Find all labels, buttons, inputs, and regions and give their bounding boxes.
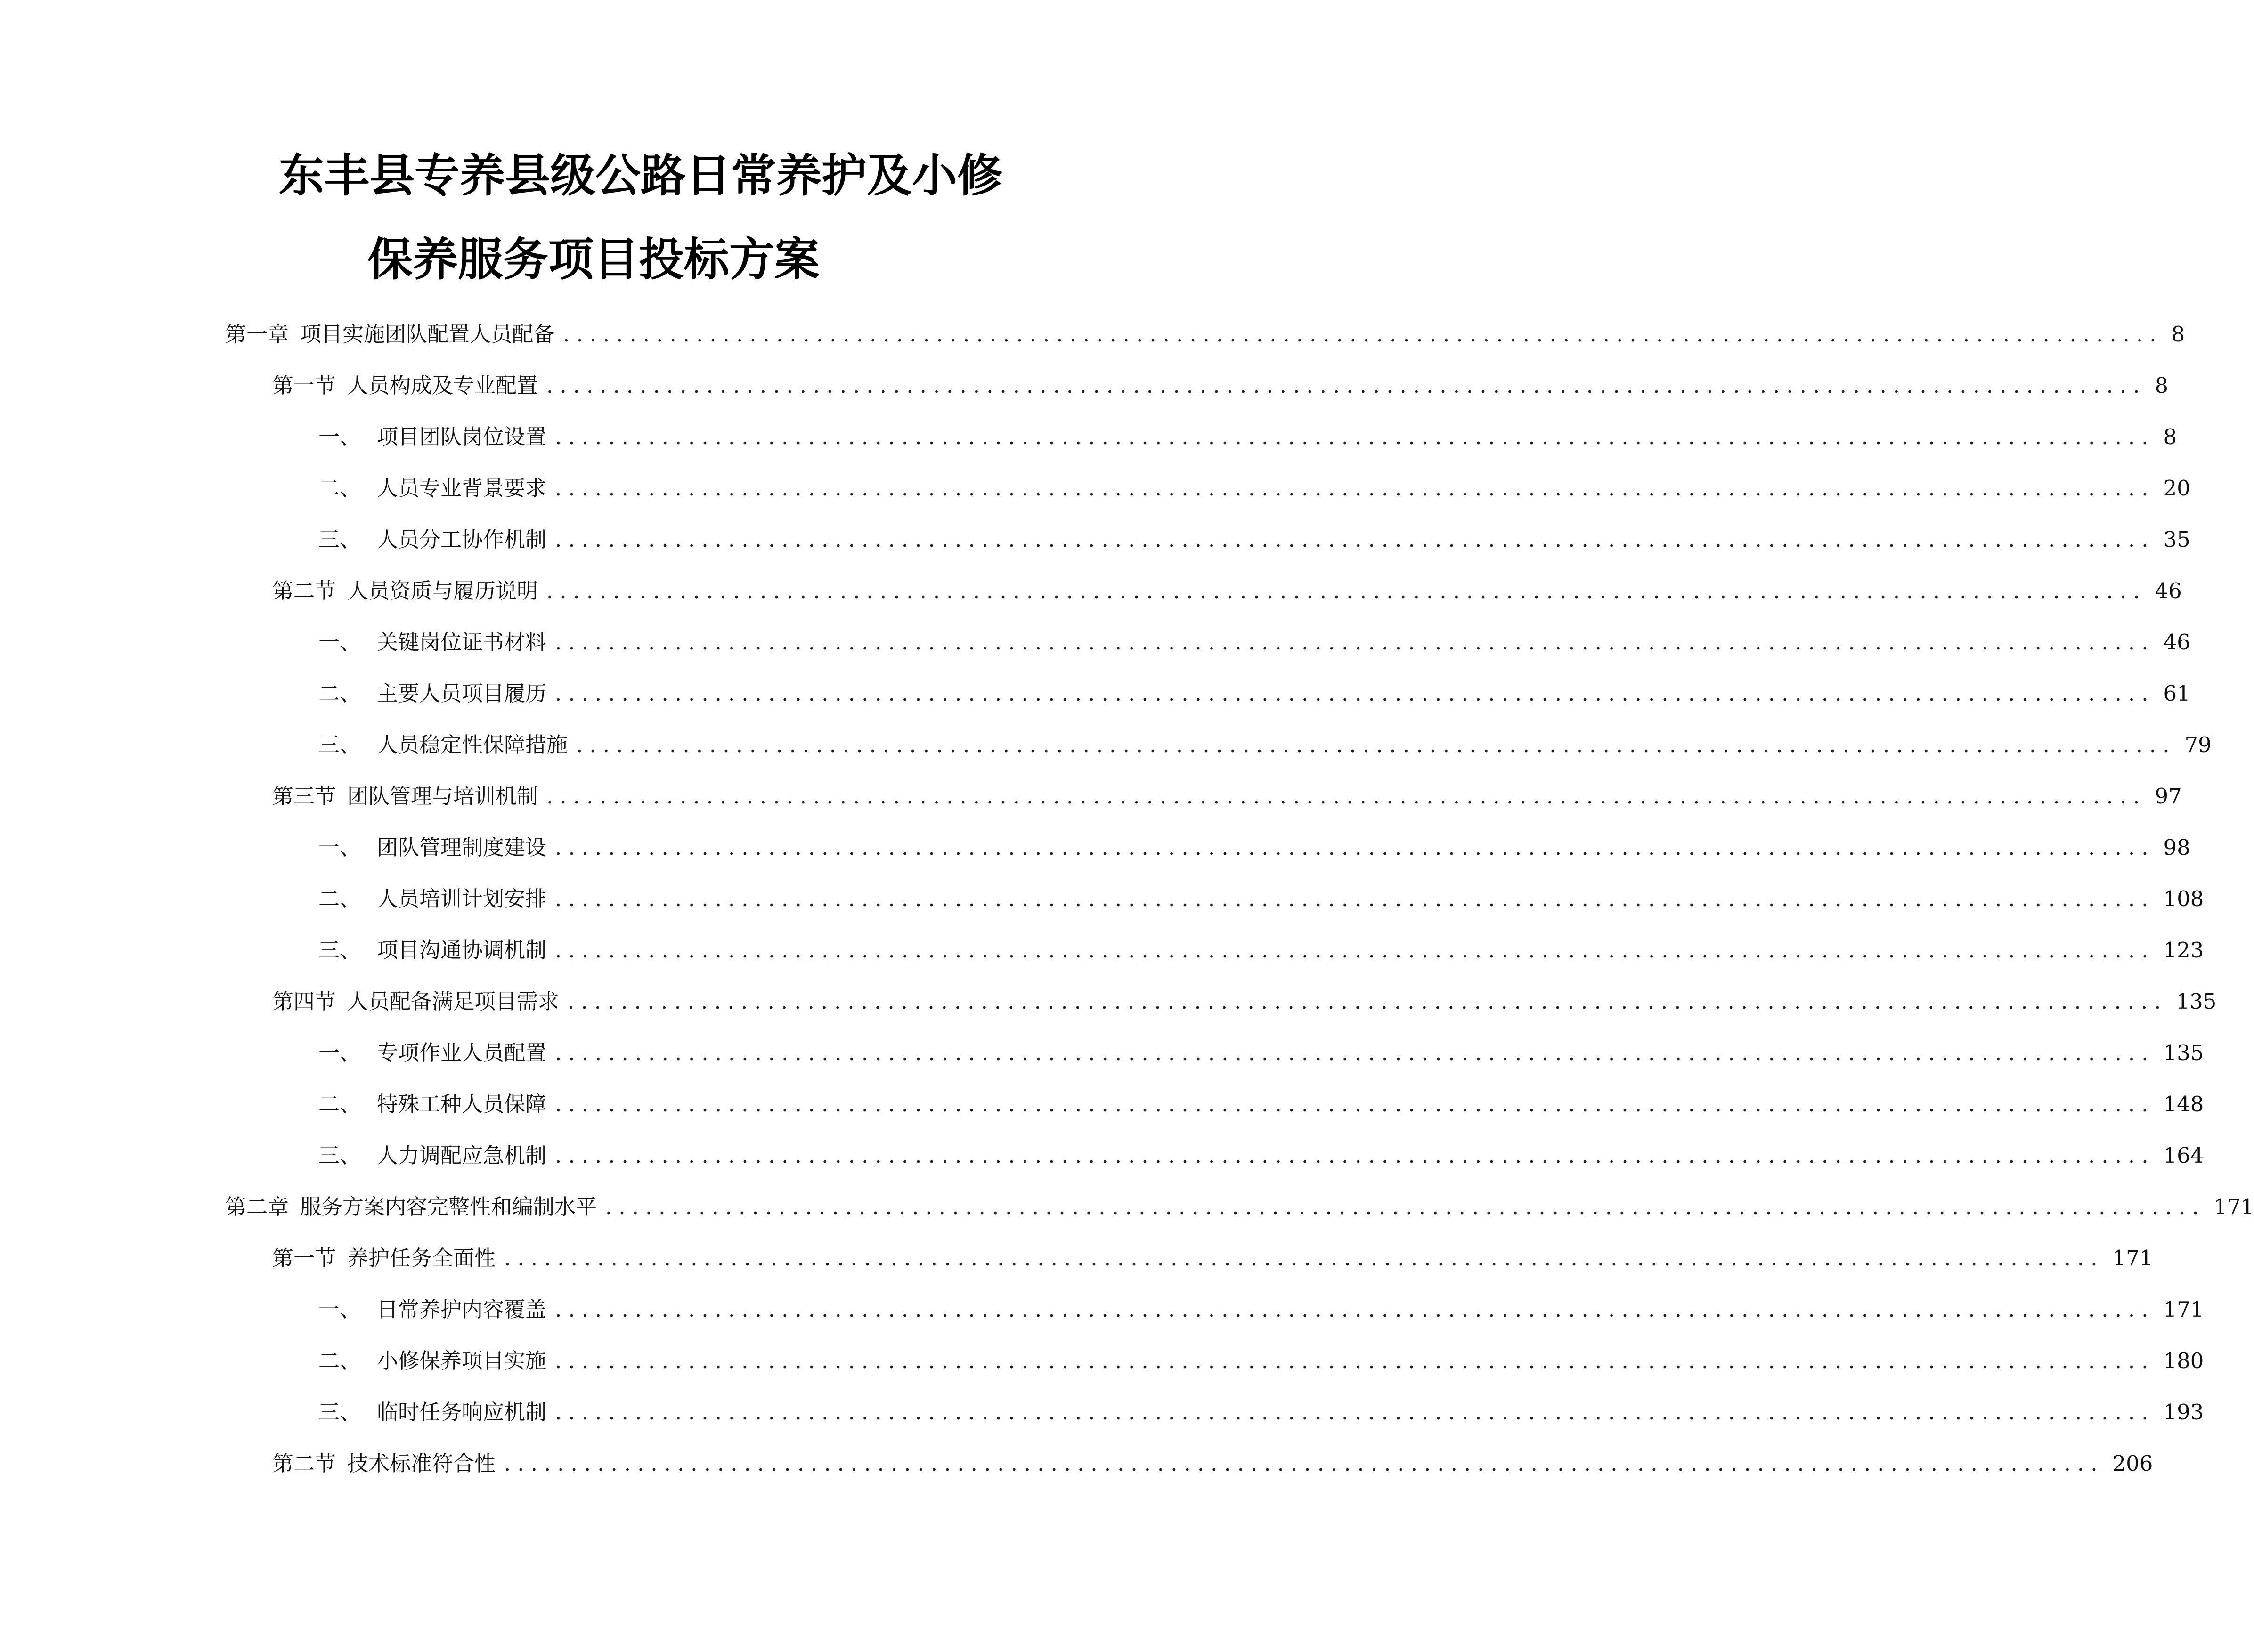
toc-entry-page: 108 [2163,886,2204,911]
toc-entry-text: 专项作业人员配置 [377,1040,547,1065]
toc-leader-dots: ........................................................................................................................ [568,989,2168,1014]
toc-entry-text: 人员专业背景要求 [377,476,547,501]
toc-entry-page: 123 [2163,938,2204,963]
toc-entry-page: 46 [2155,578,2182,603]
toc-entry-page: 171 [2163,1297,2204,1322]
toc-entry-prefix: 三、 [318,1143,361,1168]
toc-leader-dots: ........................................................................................................................ [555,886,2155,911]
toc-entry-prefix: 第一节 [272,373,336,398]
toc-entry[interactable] [318,885,2204,913]
toc-entry-prefix: 一、 [318,630,361,655]
toc-entry-text: 临时任务响应机制 [377,1400,547,1425]
toc-entry-prefix: 二、 [318,476,361,501]
toc-entry[interactable] [272,782,2182,810]
toc-entry-prefix: 三、 [318,938,361,963]
toc-leader-dots: ........................................................................................................................ [555,1040,2155,1065]
toc-leader-dots: ........................................................................................................................ [605,1194,2205,1219]
toc-entry-text: 人员培训计划安排 [377,886,547,911]
toc-leader-dots: ........................................................................................................................ [546,784,2147,809]
toc-entry-text: 人员构成及专业配置 [347,373,538,398]
toc-entry[interactable] [318,1090,2204,1118]
toc-entry-page: 180 [2163,1348,2204,1373]
toc-entry-page: 171 [2213,1194,2254,1219]
toc-entry-text: 人力调配应急机制 [377,1143,547,1168]
toc-leader-dots: ........................................................................................................................ [555,424,2155,449]
toc-entry-text: 服务方案内容完整性和编制水平 [300,1194,597,1219]
toc-entry-text: 团队管理制度建设 [377,835,547,860]
toc-entry-page: 20 [2163,476,2190,501]
toc-leader-dots: ........................................................................................................................ [576,732,2176,757]
toc-entry-page: 61 [2163,681,2190,706]
toc-leader-dots: ........................................................................................................................ [555,938,2155,963]
toc-entry-page: 193 [2163,1400,2204,1425]
toc-entry-prefix: 一、 [318,424,361,449]
toc-entry[interactable] [318,628,2190,656]
toc-entry-text: 主要人员项目履历 [377,681,547,706]
toc-entry-text: 人员配备满足项目需求 [347,989,560,1014]
toc-entry-page: 8 [2171,322,2185,347]
toc-entry-page: 148 [2163,1092,2204,1117]
toc-entry-prefix: 第一节 [272,1246,336,1271]
toc-leader-dots: ........................................................................................................................ [555,476,2155,501]
toc-entry-text: 人员资质与履历说明 [347,578,538,603]
toc-leader-dots: ........................................................................................................................ [555,835,2155,860]
toc-leader-dots: ........................................................................................................................ [555,1297,2155,1322]
toc-entry-text: 人员分工协作机制 [377,527,547,552]
toc-entry-prefix: 第二章 [225,1194,289,1219]
toc-entry-prefix: 第一章 [225,322,289,347]
toc-entry[interactable] [318,1039,2204,1067]
toc-entry-prefix: 二、 [318,1348,361,1373]
toc-entry[interactable] [272,577,2182,605]
toc-entry-page: 79 [2184,732,2212,757]
toc-entry-page: 97 [2155,784,2182,809]
toc-entry-prefix: 二、 [318,886,361,911]
toc-entry-text: 养护任务全面性 [347,1246,496,1271]
toc-entry-prefix: 第二节 [272,1451,336,1476]
toc-entry[interactable] [272,1450,2153,1478]
toc-entry-page: 98 [2163,835,2190,860]
toc-entry[interactable] [318,474,2190,502]
toc-entry-page: 8 [2155,373,2169,398]
toc-leader-dots: ........................................................................................................................ [555,527,2155,552]
toc-entry-page: 135 [2176,989,2217,1014]
toc-entry[interactable] [318,423,2177,451]
toc-entry[interactable] [225,320,2185,348]
toc-entry-text: 项目沟通协调机制 [377,938,547,963]
toc-entry-prefix: 第二节 [272,578,336,603]
toc-entry-page: 171 [2112,1246,2153,1271]
toc-entry-page: 8 [2163,424,2177,449]
toc-entry[interactable] [318,1296,2204,1324]
toc-entry-text: 日常养护内容覆盖 [377,1297,547,1322]
toc-entry-text: 项目团队岗位设置 [377,424,547,449]
toc-entry-prefix: 二、 [318,1092,361,1117]
toc-entry[interactable] [318,1398,2204,1426]
document-title-line-2: 保养服务项目投标方案 [367,233,820,286]
toc-entry[interactable] [318,680,2190,708]
toc-leader-dots: ........................................................................................................................ [555,1092,2155,1117]
toc-entry-text: 特殊工种人员保障 [377,1092,547,1117]
toc-entry-prefix: 第四节 [272,989,336,1014]
toc-entry-page: 35 [2163,527,2190,552]
toc-entry[interactable] [318,834,2190,862]
toc-entry-text: 小修保养项目实施 [377,1348,547,1373]
toc-leader-dots: ........................................................................................................................ [546,373,2147,398]
toc-entry-page: 46 [2163,630,2190,655]
toc-entry-prefix: 一、 [318,835,361,860]
toc-leader-dots: ........................................................................................................................ [546,578,2147,603]
toc-entry[interactable] [318,1347,2204,1375]
toc-entry[interactable] [318,526,2190,554]
toc-leader-dots: ........................................................................................................................ [555,1400,2155,1425]
toc-entry-prefix: 三、 [318,527,361,552]
toc-entry[interactable] [272,988,2217,1016]
toc-entry-text: 项目实施团队配置人员配备 [300,322,555,347]
toc-entry[interactable] [318,731,2212,759]
toc-entry[interactable] [272,1244,2153,1272]
toc-entry-page: 164 [2163,1143,2204,1168]
toc-entry-prefix: 三、 [318,1400,361,1425]
toc-leader-dots: ........................................................................................................................ [555,1143,2155,1168]
toc-leader-dots: ........................................................................................................................ [555,1348,2155,1373]
document-title-line-1: 东丰县专养县级公路日常养护及小修 [279,149,1002,202]
toc-entry-prefix: 第三节 [272,784,336,809]
toc-entry-prefix: 一、 [318,1040,361,1065]
toc-entry-text: 关键岗位证书材料 [377,630,547,655]
toc-leader-dots: ........................................................................................................................ [563,322,2163,347]
toc-entry-prefix: 三、 [318,732,361,757]
toc-entry[interactable] [318,936,2204,964]
toc-entry-text: 技术标准符合性 [347,1451,496,1476]
toc-entry-page: 135 [2163,1040,2204,1065]
toc-entry-prefix: 二、 [318,681,361,706]
toc-entry[interactable] [272,372,2169,400]
toc-entry-prefix: 一、 [318,1297,361,1322]
toc-entry[interactable] [318,1142,2204,1170]
toc-leader-dots: ........................................................................................................................ [555,630,2155,655]
toc-leader-dots: ........................................................................................................................ [504,1246,2104,1271]
toc-leader-dots: ........................................................................................................................ [504,1451,2104,1476]
toc-entry[interactable] [225,1193,2254,1221]
toc-entry-text: 人员稳定性保障措施 [377,732,568,757]
toc-entry-page: 206 [2112,1451,2153,1476]
toc-leader-dots: ........................................................................................................................ [555,681,2155,706]
toc-entry-text: 团队管理与培训机制 [347,784,538,809]
